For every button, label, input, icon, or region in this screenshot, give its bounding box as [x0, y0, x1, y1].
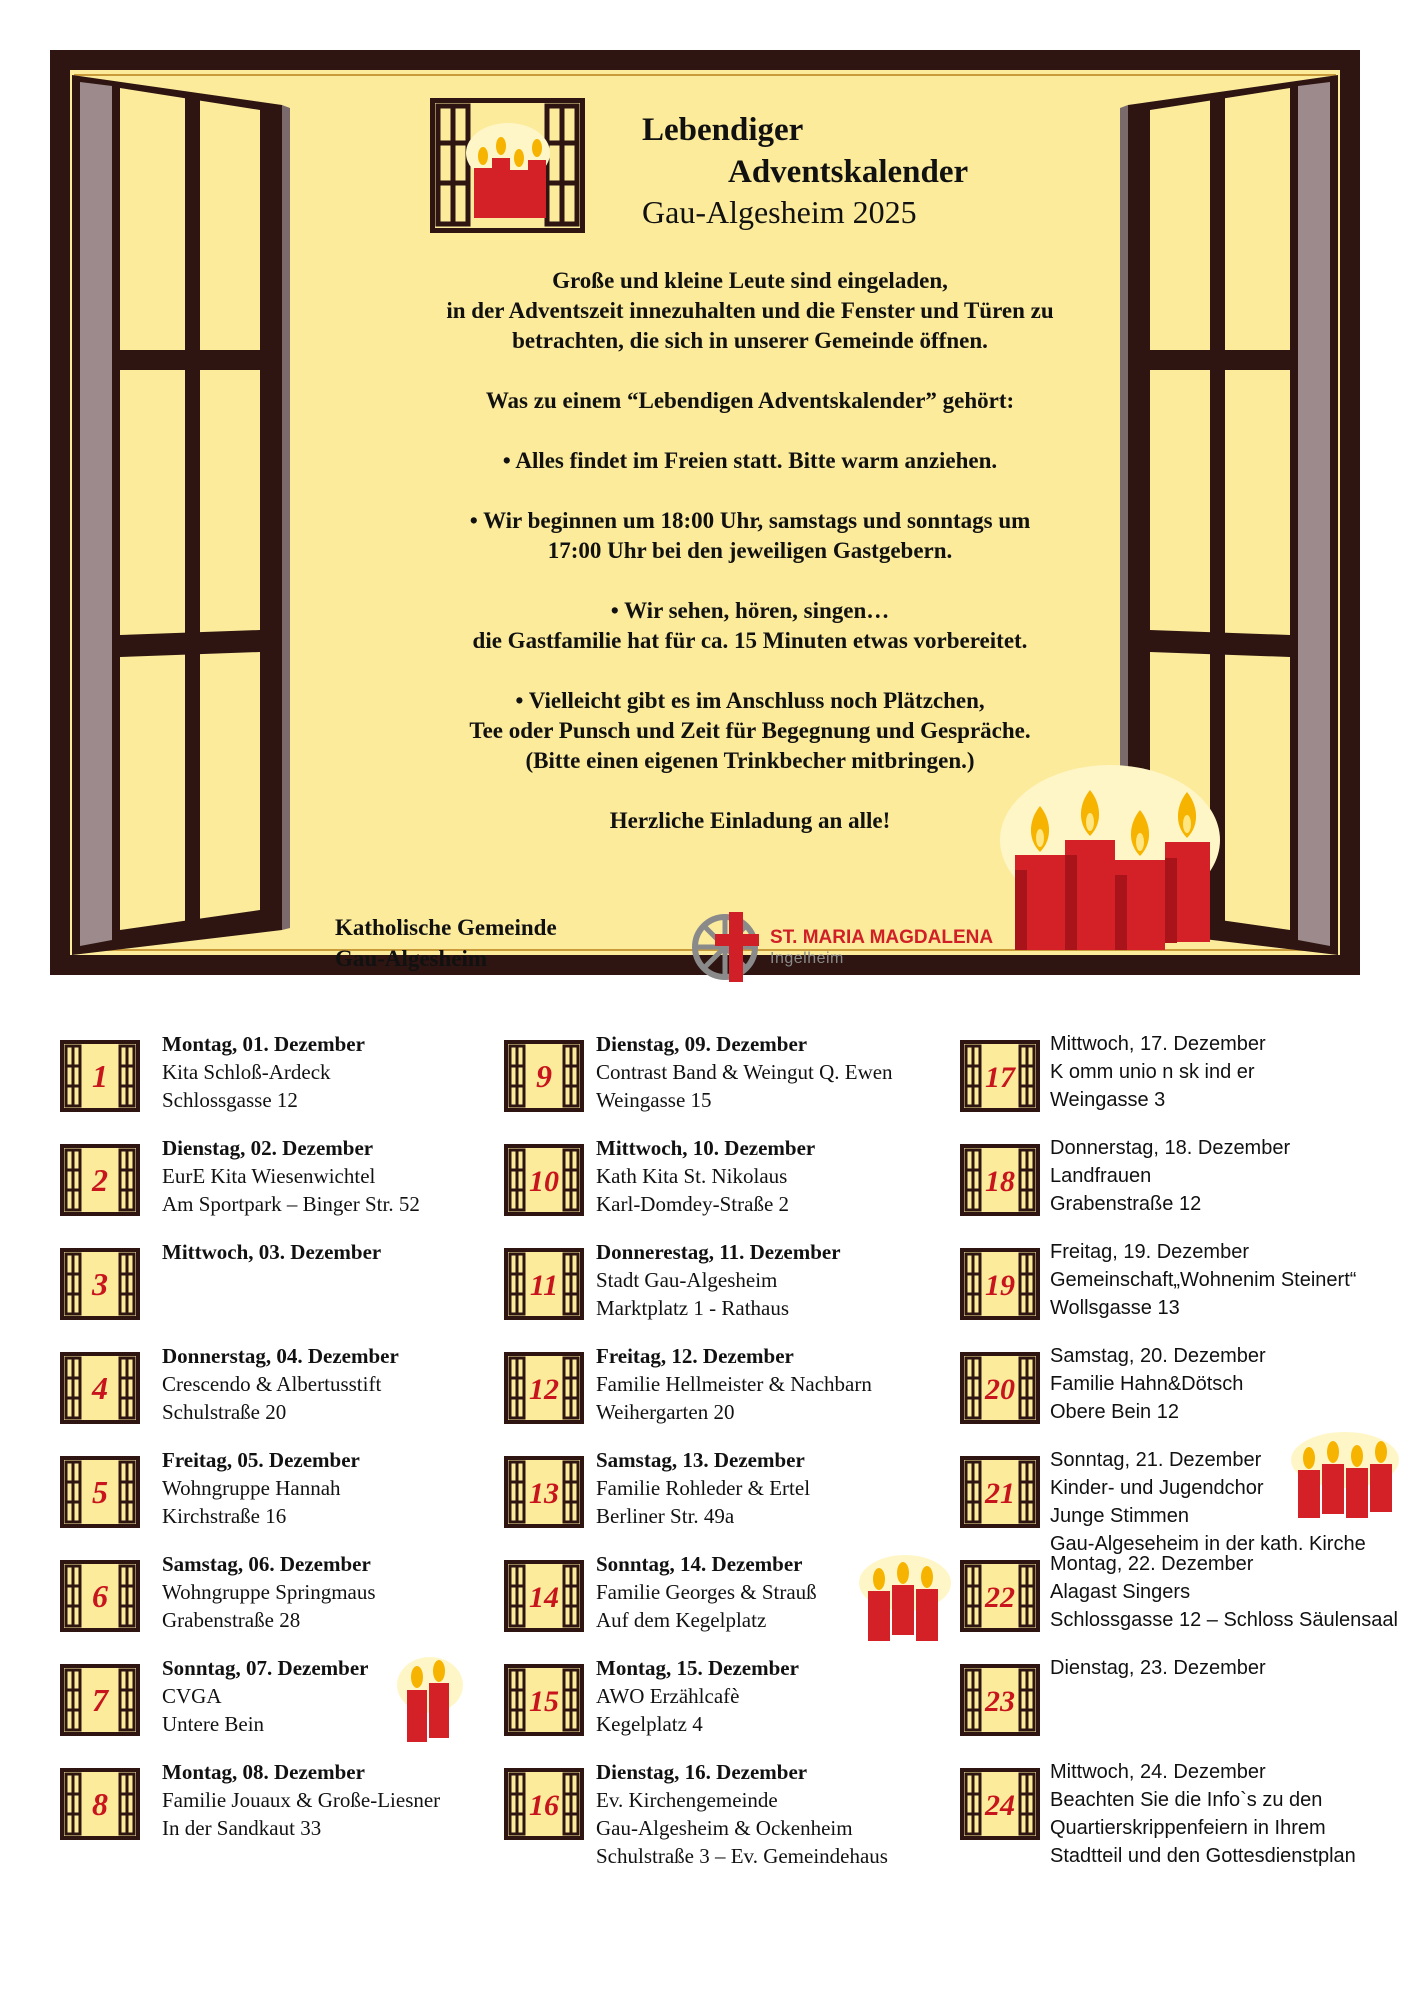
door-number-icon [960, 1352, 1040, 1424]
calendar-entry [52, 1342, 502, 1432]
entry-detail: Quartierskrippenfeiern in Ihrem [1050, 1817, 1326, 1839]
entry-detail: Karl-Domdey-Straße 2 [596, 1192, 790, 1216]
calendar-entry [952, 1342, 1402, 1432]
entry-text [162, 1238, 381, 1266]
entry-detail: Schulstraße 20 [162, 1400, 287, 1424]
door-number: 23 [985, 1685, 1015, 1718]
door-number-icon [960, 1768, 1040, 1840]
entry-date: Samstag, 13. Dezember [596, 1448, 805, 1472]
calendar-entry [496, 1654, 946, 1744]
intro-line: • Alles findet im Freien statt. Bitte warm anziehen. [502, 448, 998, 473]
calendar-entry [952, 1134, 1402, 1224]
entry-text [596, 1030, 893, 1114]
door-number-icon [504, 1768, 584, 1840]
calendar-entry [52, 1550, 502, 1640]
intro-line: 17:00 Uhr bei den jeweiligen Gastgebern. [547, 538, 953, 563]
entry-text [162, 1134, 420, 1218]
entry-date: Montag, 22. Dezember [1050, 1553, 1254, 1575]
door-number-icon [960, 1560, 1040, 1632]
entry-date: Freitag, 19. Dezember [1050, 1241, 1249, 1263]
entry-text [162, 1550, 376, 1634]
door-number-icon [960, 1456, 1040, 1528]
intro-line: Große und kleine Leute sind eingeladen, [552, 268, 948, 293]
door-number-icon [60, 1664, 140, 1736]
calendar-entry [496, 1238, 946, 1328]
door-number-icon [504, 1456, 584, 1528]
entry-detail: Kirchstraße 16 [162, 1504, 287, 1528]
entry-detail: EurE Kita Wiesenwichtel [162, 1164, 376, 1188]
door-number: 24 [985, 1789, 1015, 1822]
entry-text [596, 1238, 841, 1322]
entry-detail: Kita Schloß-Ardeck [162, 1060, 331, 1084]
entry-text [596, 1134, 815, 1218]
entry-detail: CVGA [162, 1684, 222, 1708]
door-number-icon [60, 1352, 140, 1424]
entry-date: Montag, 08. Dezember [162, 1760, 365, 1784]
door-number-icon [960, 1144, 1040, 1216]
entry-date: Sonntag, 07. Dezember [162, 1656, 369, 1680]
door-number: 14 [529, 1581, 559, 1614]
window-candles-icon [430, 98, 585, 233]
door-number: 19 [985, 1269, 1015, 1302]
calendar-entry [52, 1758, 502, 1848]
door-number: 11 [529, 1269, 559, 1302]
poster-background [70, 70, 1340, 971]
door-number: 16 [529, 1789, 559, 1822]
entry-detail: Wohngruppe Springmaus [162, 1580, 376, 1604]
intro-line: • Wir sehen, hören, singen… [610, 598, 890, 623]
entry-detail: Untere Bein [162, 1712, 265, 1736]
entry-date: Freitag, 05. Dezember [162, 1448, 360, 1472]
door-number-icon [504, 1144, 584, 1216]
entry-detail: Schulstraße 3 – Ev. Gemeindehaus [596, 1844, 888, 1868]
entry-detail: Wohngruppe Hannah [162, 1476, 341, 1500]
entry-text [596, 1758, 888, 1870]
intro-text [320, 266, 1180, 836]
door-number: 22 [985, 1581, 1015, 1614]
entry-detail: Schlossgasse 12 [162, 1088, 298, 1112]
calendar-entry [496, 1758, 946, 1868]
entry-date: Mittwoch, 10. Dezember [596, 1136, 816, 1160]
invitation-poster [50, 50, 1360, 975]
door-number-icon [504, 1664, 584, 1736]
calendar-entry [52, 1030, 502, 1120]
signature-line: Gau-Algesheim [335, 946, 488, 971]
entry-detail: Weingasse 3 [1050, 1089, 1166, 1111]
entry-detail: Junge Stimmen [1050, 1505, 1189, 1527]
entry-date: Sonntag, 14. Dezember [596, 1552, 803, 1576]
door-number: 12 [529, 1373, 559, 1406]
entry-text [1050, 1758, 1356, 1870]
entry-detail: Stadt Gau-Algesheim [596, 1268, 778, 1292]
entry-detail: Gau-Algesheim & Ockenheim [596, 1816, 853, 1840]
entry-date: Samstag, 20. Dezember [1050, 1345, 1266, 1367]
entry-text [1050, 1550, 1398, 1634]
entry-detail: Familie Rohleder & Ertel [596, 1476, 811, 1500]
door-number-icon [60, 1768, 140, 1840]
door-number: 17 [985, 1061, 1015, 1094]
door-number: 13 [529, 1477, 559, 1510]
door-number-icon [60, 1040, 140, 1112]
entry-detail: Familie Jouaux & Große-Liesner [162, 1788, 441, 1812]
entry-detail: Grabenstraße 12 [1050, 1193, 1202, 1215]
entry-text [1050, 1238, 1356, 1322]
door-number-icon [504, 1560, 584, 1632]
entry-date: Donnerstag, 18. Dezember [1050, 1137, 1291, 1159]
calendar-entry [52, 1238, 502, 1328]
door-number: 4 [92, 1370, 108, 1406]
door-number: 7 [92, 1682, 108, 1718]
parish-name: ST. MARIA MAGDALENA [770, 927, 994, 948]
calendar-entry [52, 1446, 502, 1536]
entry-date: Samstag, 06. Dezember [162, 1552, 371, 1576]
intro-line: betrachten, die sich in unserer Gemeinde öffnen. [512, 328, 988, 353]
intro-line: (Bitte einen eigenen Trinkbecher mitbringen.) [525, 748, 975, 773]
page-title-line1: Lebendiger [642, 112, 804, 148]
candles-icon [858, 1553, 953, 1643]
entry-detail: Am Sportpark – Binger Str. 52 [162, 1192, 420, 1216]
door-number: 1 [92, 1058, 108, 1094]
door-number: 3 [92, 1266, 108, 1302]
intro-line: Herzliche Einladung an alle! [609, 808, 891, 833]
signature-line: Katholische Gemeinde [335, 915, 557, 940]
entry-detail: Grabenstraße 28 [162, 1608, 301, 1632]
entry-detail: Marktplatz 1 - Rathaus [596, 1296, 790, 1320]
entry-detail: Contrast Band & Weingut Q. Ewen [596, 1060, 893, 1084]
entry-detail: Crescendo & Albertusstift [162, 1372, 382, 1396]
entry-detail: Familie Georges & Strauß [596, 1580, 817, 1604]
entry-date: Dienstag, 02. Dezember [162, 1136, 374, 1160]
candles-icon [1290, 1430, 1400, 1520]
entry-date: Montag, 01. Dezember [162, 1032, 365, 1056]
door-number-icon [960, 1664, 1040, 1736]
intro-line: die Gastfamilie hat für ca. 15 Minuten etwas vorbereitet. [472, 628, 1028, 653]
entry-detail: Berliner Str. 49a [596, 1504, 735, 1528]
entry-detail: Gau-Algeseheim in der kath. Kirche [1050, 1533, 1366, 1555]
door-number: 2 [92, 1162, 108, 1198]
parish-logo-icon [685, 902, 775, 992]
entry-text [1050, 1342, 1266, 1426]
door-number: 8 [92, 1786, 108, 1822]
entry-detail: Auf dem Kegelplatz [596, 1608, 767, 1632]
signature [335, 912, 557, 974]
door-number-icon [504, 1352, 584, 1424]
entry-text [596, 1550, 817, 1634]
entry-date: Mittwoch, 24. Dezember [1050, 1761, 1266, 1783]
door-number: 18 [985, 1165, 1015, 1198]
entry-detail: Landfrauen [1050, 1165, 1152, 1187]
entry-detail: Weihergarten 20 [596, 1400, 735, 1424]
calendar-entry [952, 1654, 1402, 1744]
entry-date: Donnerestag, 11. Dezember [596, 1240, 841, 1264]
door-number: 21 [985, 1477, 1015, 1510]
entry-date: Mittwoch, 03. Dezember [162, 1240, 382, 1264]
intro-line: Was zu einem “Lebendigen Adventskalender” gehört: [485, 388, 1015, 413]
parish-subtitle: Ingelheim [770, 950, 844, 967]
entry-detail: Alagast Singers [1050, 1581, 1191, 1603]
entry-detail: Wollsgasse 13 [1050, 1297, 1180, 1319]
entry-date: Sonntag, 21. Dezember [1050, 1449, 1262, 1471]
door-number-icon [960, 1040, 1040, 1112]
calendar-entry [496, 1342, 946, 1432]
entry-date: Dienstag, 09. Dezember [596, 1032, 808, 1056]
intro-line: Tee oder Punsch und Zeit für Begegnung und Gespräche. [469, 718, 1031, 743]
door-number-icon [504, 1040, 584, 1112]
door-number-icon [60, 1560, 140, 1632]
door-number: 15 [529, 1685, 559, 1718]
entry-detail: Kegelplatz 4 [596, 1712, 703, 1736]
calendar-entry [496, 1134, 946, 1224]
entry-detail: Ev. Kirchengemeinde [596, 1788, 778, 1812]
door-number-icon [60, 1144, 140, 1216]
entry-date: Freitag, 12. Dezember [596, 1344, 794, 1368]
calendar-entry [496, 1446, 946, 1536]
entry-detail: Obere Bein 12 [1050, 1401, 1179, 1423]
intro-line: • Vielleicht gibt es im Anschluss noch Plätzchen, [515, 688, 985, 713]
left-window-shutter-illustration [50, 50, 310, 975]
page-title-line2: Adventskalender [728, 154, 969, 190]
entry-detail: Weingasse 15 [596, 1088, 712, 1112]
entry-detail: Stadtteil und den Gottesdienstplan [1050, 1845, 1356, 1867]
entry-text [162, 1446, 360, 1530]
entry-detail: Schlossgasse 12 – Schloss Säulensaal [1050, 1609, 1398, 1631]
entry-text [162, 1758, 440, 1842]
door-number-icon [504, 1248, 584, 1320]
entry-text [596, 1446, 810, 1530]
calendar-entry [496, 1030, 946, 1120]
door-number-icon [960, 1248, 1040, 1320]
entry-text [1050, 1654, 1266, 1682]
entry-date: Dienstag, 16. Dezember [596, 1760, 808, 1784]
entry-date: Dienstag, 23. Dezember [1050, 1657, 1266, 1679]
intro-line: in der Adventszeit innezuhalten und die Fenster und Türen zu [446, 298, 1054, 323]
calendar-entry [52, 1134, 502, 1224]
page-subtitle: Gau-Algesheim 2025 [642, 194, 917, 230]
door-number: 10 [529, 1165, 559, 1198]
entry-detail: Familie Hahn&Dötsch [1050, 1373, 1244, 1395]
entry-detail: Gemeinschaft„Wohnenim Steinert“ [1050, 1269, 1357, 1291]
intro-line: • Wir beginnen um 18:00 Uhr, samstags und sonntags um [469, 508, 1031, 533]
door-number-icon [60, 1248, 140, 1320]
entry-text [596, 1654, 799, 1738]
entry-detail: K omm unio n sk ind er [1050, 1061, 1255, 1083]
entry-date: Montag, 15. Dezember [596, 1656, 799, 1680]
door-number: 20 [985, 1373, 1015, 1406]
entry-text [162, 1654, 368, 1738]
entry-date: Mittwoch, 17. Dezember [1050, 1033, 1266, 1055]
entry-detail: AWO Erzählcafè [596, 1684, 740, 1708]
entry-text [1050, 1134, 1290, 1218]
entry-date: Donnerstag, 04. Dezember [162, 1344, 399, 1368]
entry-detail: Familie Hellmeister & Nachbarn [596, 1372, 872, 1396]
entry-detail: Kinder- und Jugendchor [1050, 1477, 1264, 1499]
advent-candles-illustration [985, 760, 1225, 960]
entry-text [162, 1342, 399, 1426]
door-number: 6 [92, 1578, 108, 1614]
entry-text [596, 1342, 872, 1426]
calendar-entry [952, 1758, 1402, 1867]
entry-detail: Beachten Sie die Info`s zu den [1050, 1789, 1323, 1811]
calendar-entry [952, 1030, 1402, 1120]
calendar-entry [952, 1550, 1402, 1640]
candles-icon [395, 1655, 465, 1745]
entry-text [162, 1030, 365, 1114]
door-number: 9 [536, 1058, 552, 1094]
entry-text [1050, 1030, 1266, 1114]
calendar-entry [952, 1238, 1402, 1328]
door-number: 5 [92, 1474, 108, 1510]
entry-detail: In der Sandkaut 33 [162, 1816, 322, 1840]
entry-detail: Kath Kita St. Nikolaus [596, 1164, 788, 1188]
door-number-icon [60, 1456, 140, 1528]
